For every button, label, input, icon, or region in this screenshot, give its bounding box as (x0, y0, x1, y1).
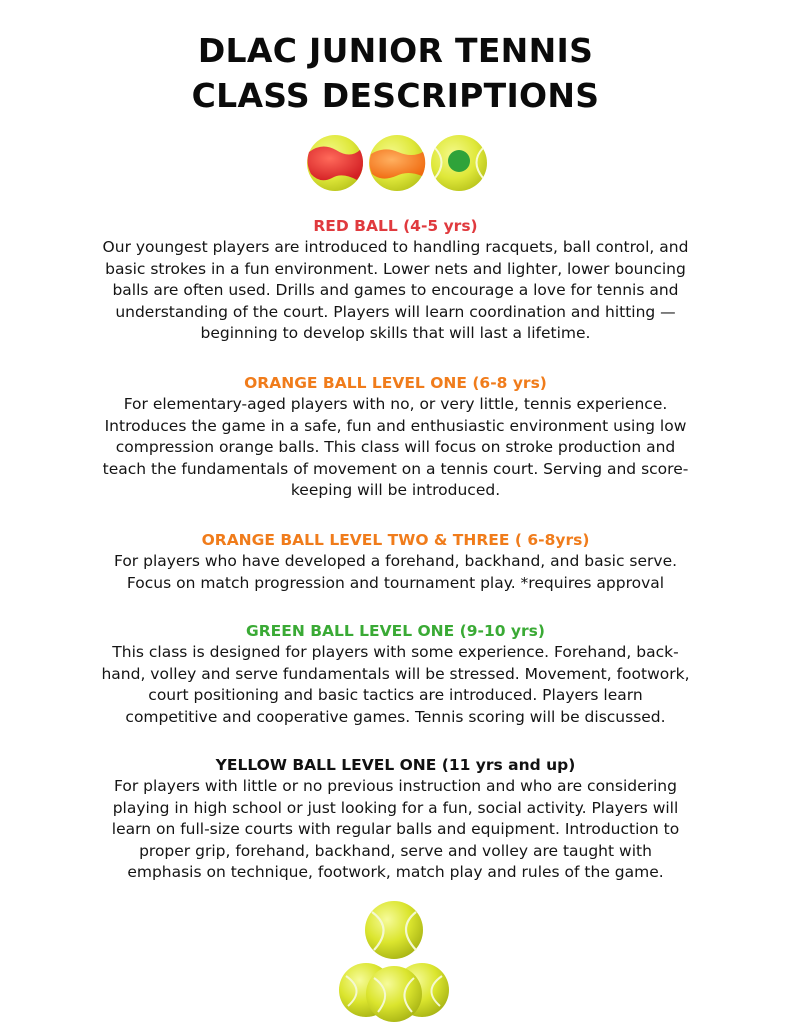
section-heading-label: RED BALL (313, 217, 398, 235)
section-description: For elementary-aged players with no, or very little, tennis experience. Introduces the game in a safe, fun and enthusiastic environment using low compression orange balls. This class will focus on stroke production and teach the fundamentals of movement on a tennis court. Serving and score-keeping will be introduced. (102, 395, 689, 500)
section-heading-label: YELLOW BALL LEVEL ONE (215, 756, 437, 774)
title-line-2: CLASS DESCRIPTIONS (191, 76, 600, 115)
green-dot-ball-icon (431, 135, 487, 191)
section-heading (100, 754, 691, 776)
yellow-balls-stack-image (338, 898, 450, 1022)
section-heading-label: ORANGE BALL LEVEL TWO & THREE (201, 531, 510, 549)
section-age: (4-5 yrs) (397, 217, 478, 235)
section-heading (100, 215, 691, 237)
section-heading (100, 620, 691, 642)
section-yellow-ball-level-one (100, 754, 691, 884)
section-orange-ball-level-two-three (100, 529, 691, 594)
section-description: This class is designed for players with some experience. Forehand, back-hand, volley and serve fundamentals will be stressed. Movement, footwork, court positioning and basic tactics are introduced. Players learn competitive and cooperative games. Tennis scoring will be discussed. (101, 643, 690, 726)
section-description: Our youngest players are introduced to handling racquets, ball control, and basic strokes in a fun environment. Lower nets and lighter, lower bouncing balls are often used. Drills and games to encourage a love for tennis and understanding of the court. Players will learn coordination and hitting — beginning to develop skills that will last a lifetime. (102, 238, 689, 343)
section-red-ball (100, 215, 691, 345)
tennis-ball-icon (366, 966, 422, 1022)
page-title (0, 28, 791, 118)
section-description: For players with little or no previous instruction and who are considering playing in high school or just looking for a fun, social activity. Players will learn on full-size courts with regular balls and equipment. Introduction to proper grip, forehand, backhand, serve and volley are taught with emphasis on technique, footwork, match play and rules of the game. (111, 777, 680, 882)
section-heading-label: ORANGE BALL LEVEL ONE (244, 374, 467, 392)
title-line-1: DLAC JUNIOR TENNIS (197, 31, 594, 70)
section-heading (100, 529, 691, 551)
section-heading-label: GREEN BALL LEVEL ONE (246, 622, 455, 640)
section-age: (11 yrs and up) (436, 756, 576, 774)
orange-ball-icon (369, 135, 425, 191)
section-orange-ball-level-one (100, 372, 691, 502)
section-age: (9-10 yrs) (454, 622, 545, 640)
section-green-ball-level-one (100, 620, 691, 728)
section-age: (6-8 yrs) (466, 374, 547, 392)
section-heading (100, 372, 691, 394)
red-ball-icon (307, 135, 363, 191)
section-age: ( 6-8yrs) (509, 531, 590, 549)
tennis-ball-icon (365, 901, 423, 959)
section-description: For players who have developed a forehand, backhand, and basic serve. Focus on match progression and tournament play. *requires approval (113, 552, 678, 592)
three-tennis-balls-image (302, 132, 492, 194)
